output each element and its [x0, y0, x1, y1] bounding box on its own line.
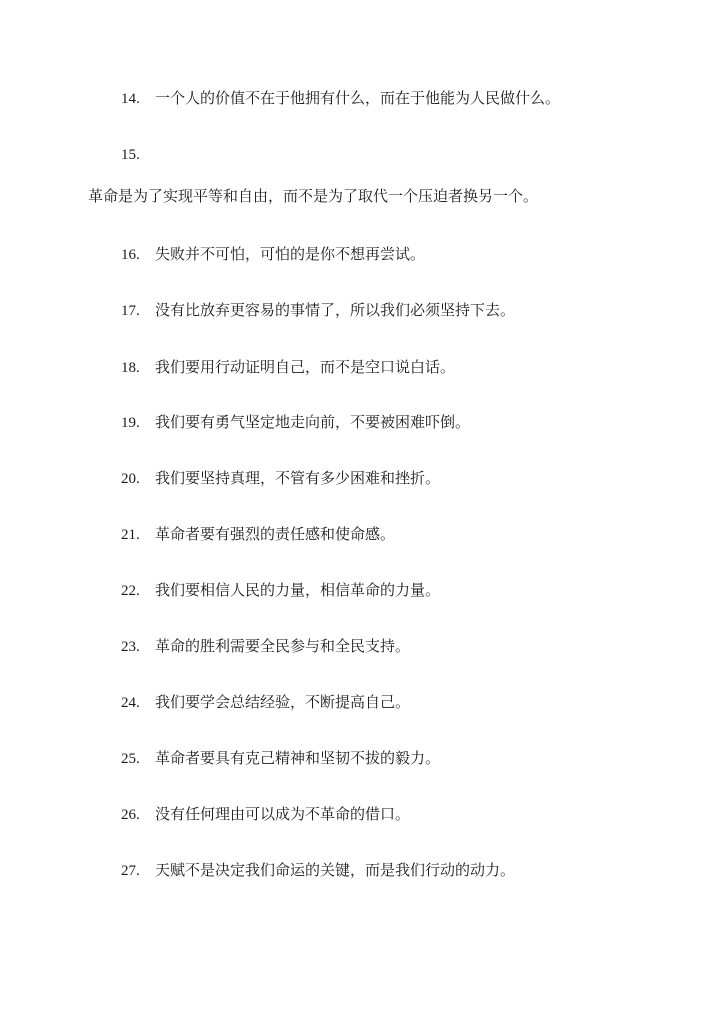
item-number: 16.	[121, 247, 140, 263]
item-text: 革命的胜利需要全民参与和全民支持。	[155, 637, 411, 655]
item-number: 24.	[121, 695, 140, 711]
list-item	[121, 355, 455, 379]
item-number: 25.	[121, 751, 140, 767]
list-item-continuation: 革命是为了实现平等和自由，而不是为了取代一个压迫者换另一个。	[88, 187, 539, 205]
item-text: 我们要相信人民的力量，相信革命的力量。	[155, 581, 441, 599]
item-number: 26.	[121, 807, 140, 823]
item-number: 27.	[121, 863, 140, 879]
list-item	[121, 466, 440, 490]
item-text: 没有任何理由可以成为不革命的借口。	[155, 805, 411, 823]
list-item	[121, 746, 440, 770]
list-item	[121, 858, 515, 882]
item-number: 15.	[121, 147, 140, 163]
item-text: 我们要坚持真理，不管有多少困难和挫折。	[155, 469, 441, 487]
item-number: 21.	[121, 527, 140, 543]
item-text: 我们要学会总结经验，不断提高自己。	[155, 693, 411, 711]
list-item	[121, 410, 470, 434]
item-text: 我们要用行动证明自己，而不是空口说白话。	[155, 358, 456, 376]
item-number: 22.	[121, 583, 140, 599]
item-number: 20.	[121, 471, 140, 487]
item-number: 17.	[121, 303, 140, 319]
list-item	[121, 86, 560, 110]
list-item	[121, 522, 395, 546]
item-number: 23.	[121, 639, 140, 655]
list-item	[121, 802, 410, 826]
item-text: 天赋不是决定我们命运的关键，而是我们行动的动力。	[155, 861, 516, 879]
item-number: 14.	[121, 91, 140, 107]
item-text: 革命者要具有克己精神和坚韧不拔的毅力。	[155, 749, 441, 767]
item-number: 19.	[121, 415, 140, 431]
item-text: 失败并不可怕，可怕的是你不想再尝试。	[155, 245, 426, 263]
list-item	[121, 142, 155, 166]
item-text: 我们要有勇气坚定地走向前，不要被困难吓倒。	[155, 413, 471, 431]
item-text: 革命者要有强烈的责任感和使命感。	[155, 525, 396, 543]
list-item	[121, 242, 425, 266]
item-number: 18.	[121, 360, 140, 376]
item-text: 一个人的价值不在于他拥有什么，而在于他能为人民做什么。	[155, 89, 561, 107]
item-text: 没有比放弃更容易的事情了，所以我们必须坚持下去。	[155, 301, 516, 319]
list-item	[121, 298, 515, 322]
list-item	[121, 690, 410, 714]
list-item	[121, 578, 440, 602]
list-item	[121, 634, 410, 658]
